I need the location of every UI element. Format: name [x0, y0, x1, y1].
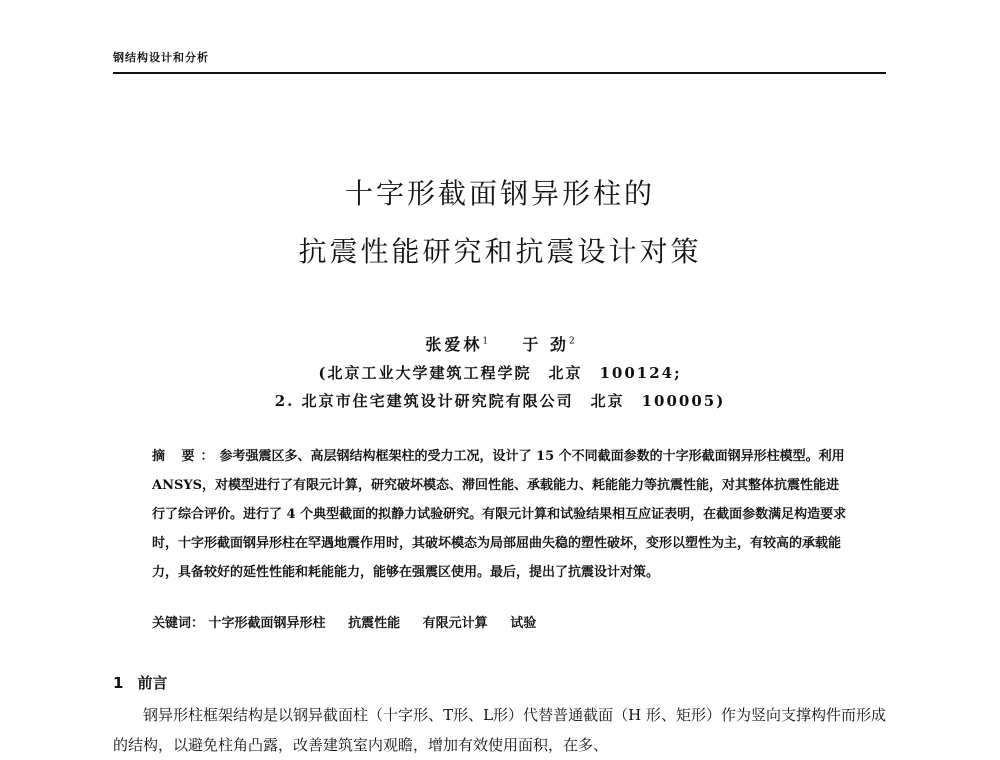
- author-affiliation-mark: 1: [482, 336, 489, 347]
- author-affiliation-mark: 2: [568, 336, 575, 347]
- header-rule: [113, 72, 886, 74]
- keyword: 抗震性能: [348, 616, 401, 631]
- section-number: 1: [113, 674, 124, 692]
- keyword: 试验: [510, 616, 537, 631]
- author-name: 于 劲: [522, 335, 569, 354]
- abstract-text: 参考强震区多、高层钢结构框架柱的受力工况，设计了 15 个不同截面参数的十字形截面钢异形柱模型。利用 ANSYS，对模型进行了有限元计算，研究破坏模态、滞回性能、承载能力、耗能能力等抗震性能，对其整体抗震性能进行了综合评价。进行了 4 个典型截面的拟静力试验研究。有限元计算和试验结果相互应证表明，在截面参数满足构造要求时，十字形截面钢异形柱在罕遇地震作用时，其破坏模态为局部屈曲失稳的塑性破坏，变形以塑性为主，有较高的承载能力，具备较好的延性性能和耗能能力，能够在强震区使用。最后，提出了抗震设计对策。: [152, 449, 847, 580]
- affiliation-1: (北京工业大学建筑工程学院 北京 100124;: [318, 364, 682, 382]
- title-line-2: 抗震性能研究和抗震设计对策: [298, 235, 702, 268]
- keyword: 十字形截面钢异形柱: [208, 616, 326, 631]
- keywords: [152, 612, 852, 631]
- abstract: [152, 442, 852, 587]
- author-list: [0, 332, 1000, 355]
- abstract-label: 摘 要：: [152, 449, 220, 464]
- section-heading: [113, 672, 167, 693]
- keyword: 有限元计算: [422, 616, 488, 631]
- running-head: 钢结构设计和分析: [113, 51, 209, 64]
- title-line-1: 十字形截面钢异形柱的: [344, 177, 655, 210]
- keywords-label: 关键词：: [152, 616, 205, 631]
- body-paragraph: 钢异形柱框架结构是以钢异截面柱（十字形、T形、L形）代替普通截面（H 形、矩形）作为竖向支撑构件而形成的结构，以避免柱角凸露，改善建筑室内观瞻，增加有效使用面积，在多、: [113, 706, 886, 754]
- affiliation-2: 2. 北京市住宅建筑设计研究院有限公司 北京 100005): [274, 392, 726, 410]
- section-title: 前言: [137, 674, 168, 692]
- author-name: 张爱林: [425, 335, 483, 354]
